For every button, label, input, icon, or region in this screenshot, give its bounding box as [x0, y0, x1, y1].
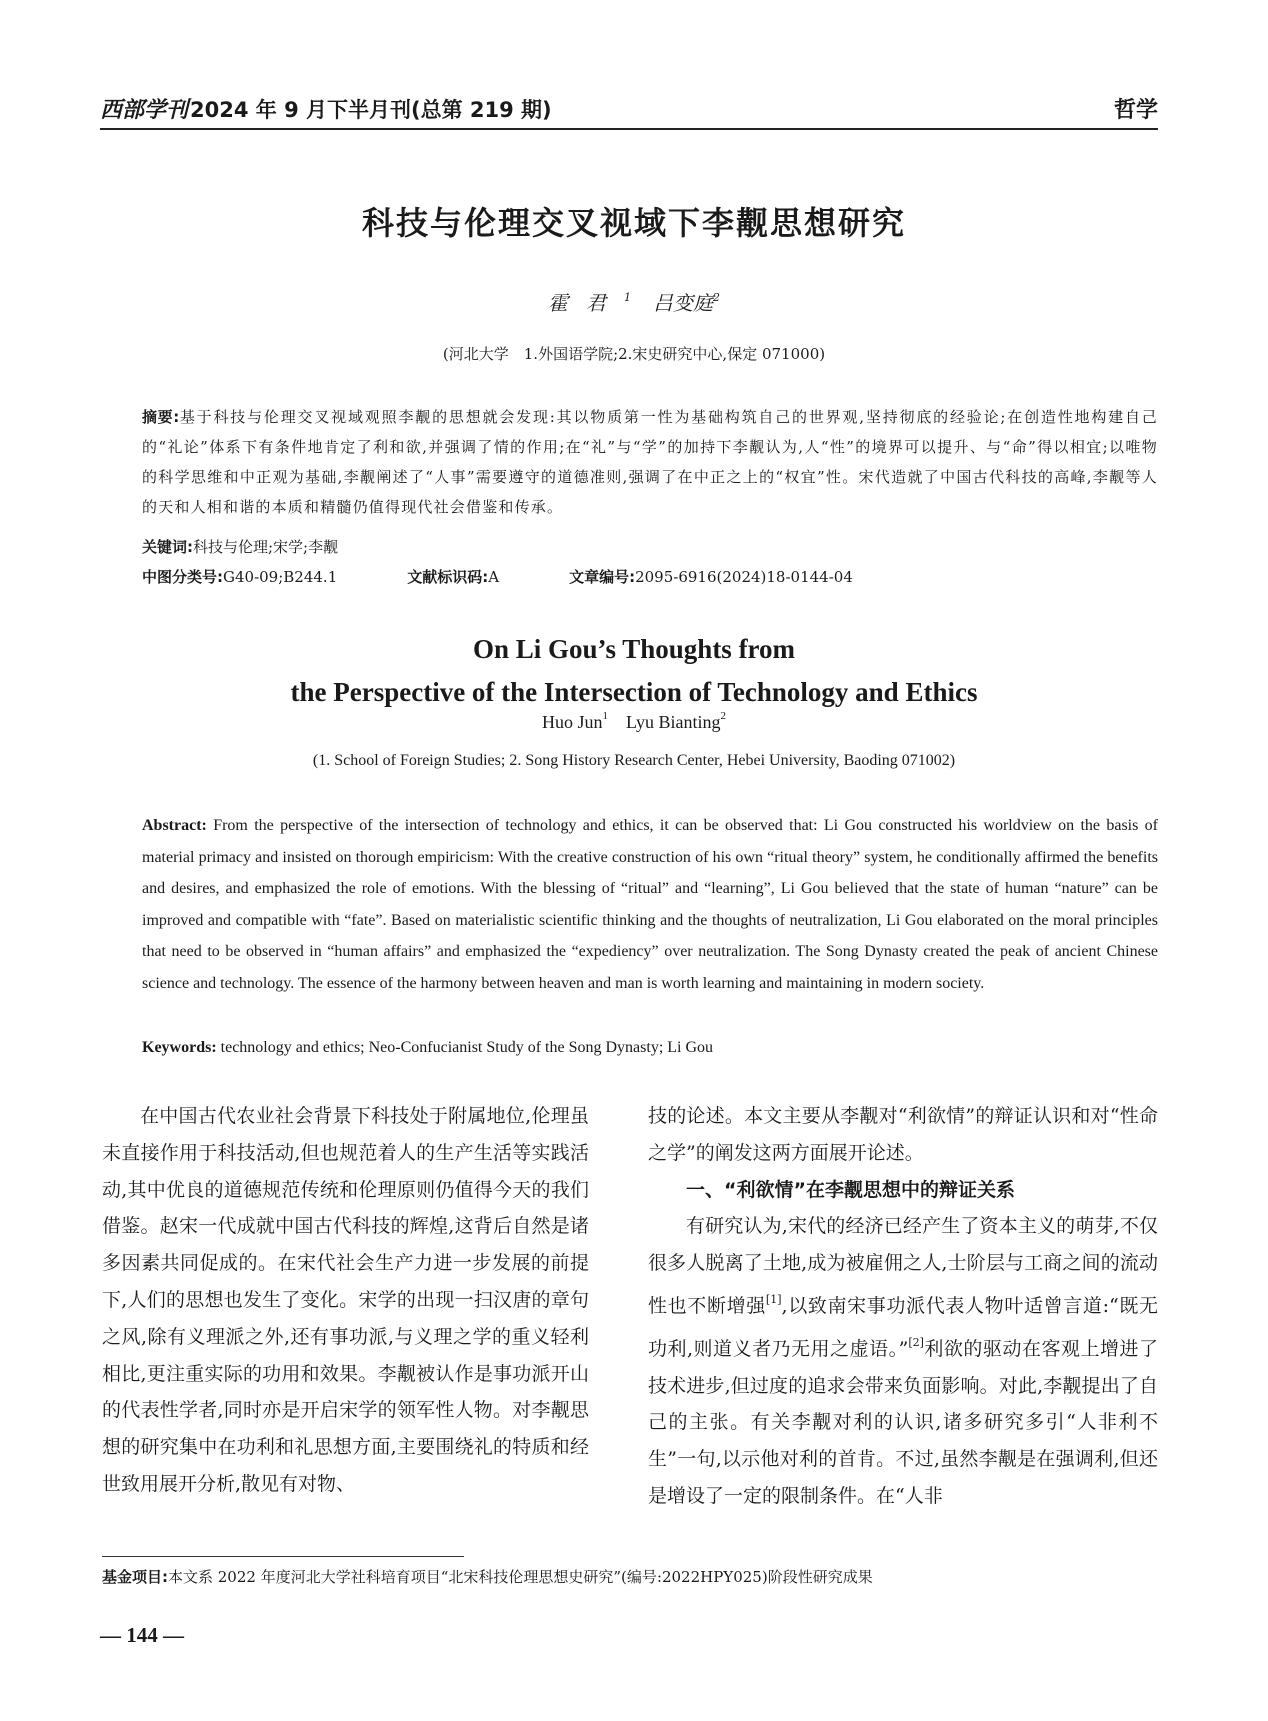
- author-1-sup: 1: [624, 291, 631, 304]
- section-name: 哲学: [1113, 98, 1158, 123]
- doc-code-value: A: [488, 568, 500, 586]
- body-paragraph: 在中国古代农业社会背景下科技处于附属地位,伦理虽未直接作用于科技活动,但也规范着人的生产生活等实践活动,其中优良的道德规范传统和伦理原则仍值得今天的我们借鉴。赵宋一代成就中国古代科技的辉煌,这背后自然是诸多因素共同促成的。在宋代社会生产力进一步发展的前提下,人们的思想也发生了变化。宋学的出现一扫汉唐的章句之风,除有义理派之外,还有事功派,与义理之学的重义轻利相比,更注重实际的功用和效果。李觏被认作是事功派开山的代表性学者,同时亦是开启宋学的领军性人物。对李觏思想的研究集中在功利和礼思想方面,主要围绕礼的特质和经世致用展开分析,散见有对物、: [102, 1105, 589, 1495]
- english-title: [0, 628, 1268, 714]
- citation-1: [1]: [765, 1292, 782, 1306]
- body-paragraph: [648, 1208, 1158, 1514]
- body-column-left: [102, 1098, 589, 1503]
- header-rule: [100, 128, 1158, 130]
- chinese-abstract: [142, 402, 1158, 522]
- chinese-authors: [0, 287, 1268, 316]
- english-authors: [0, 710, 1268, 733]
- issue-info: 2024 年 9 月下半月刊(总第 219 期): [190, 98, 552, 122]
- english-title-line-1: On Li Gou’s Thoughts from: [472, 634, 796, 664]
- abstract-text: 基于科技与伦理交叉视域观照李觏的思想就会发现:其以物质第一性为基础构筑自己的世界观,坚持彻底的经验论;在创造性地构建自己的“礼论”体系下有条件地肯定了利和欲,并强调了情的作用;在“礼”与“学”的加持下李觏认为,人“性”的境界可以提升、与“命”得以相宜;以唯物的科学思维和中正观为基础,李觏阐述了“人事”需要遵守的道德准则,强调了在中正之上的“权宜”性。宋代造就了中国古代科技的高峰,李觏等人的天和人相和谐的本质和精髓仍值得现代社会借鉴和传承。: [142, 408, 1158, 516]
- classification-line: [142, 562, 923, 592]
- footnote-rule: [102, 1556, 464, 1557]
- funding-footnote: [102, 1566, 873, 1587]
- article-no-label: 文章编号:: [569, 568, 636, 586]
- journal-logo: 西部学刊: [100, 97, 189, 123]
- en-keywords-label: Keywords:: [142, 1039, 217, 1056]
- en-author-2-sup: 2: [720, 710, 726, 722]
- clc-item: [142, 562, 337, 592]
- english-affiliation: (1. School of Foreign Studies; 2. Song History Research Center, Hebei University, Baoding 071002): [312, 752, 956, 769]
- keywords-text: 科技与伦理;宋学;李觏: [193, 538, 339, 556]
- chinese-title: 科技与伦理交叉视域下李觏思想研究: [361, 204, 906, 242]
- article-no-value: 2095-6916(2024)18-0144-04: [635, 568, 853, 586]
- en-author-2: Lyu Bianting: [626, 712, 721, 732]
- paragraph-text-a: 有研究认为,宋代的经济已经产生了资本主义的萌芽,不仅很多人脱离了土地,成为被雇佣之人,士阶层与工商之间的流动性也不断增强: [648, 1215, 1158, 1317]
- english-keywords: [142, 1032, 1158, 1064]
- author-1: 霍君: [548, 291, 624, 315]
- funding-text: 本文系 2022 年度河北大学社科培育项目“北宋科技伦理思想史研究”(编号:2022HPY025)阶段性研究成果: [168, 1568, 873, 1586]
- chinese-keywords: [142, 532, 338, 562]
- doc-code-label: 文献标识码:: [407, 568, 489, 586]
- funding-label: 基金项目:: [102, 1568, 168, 1586]
- body-column-right: [648, 1098, 1158, 1515]
- running-header: [100, 88, 1158, 124]
- article-no-item: [569, 562, 853, 592]
- author-2: 吕变庭: [653, 291, 713, 315]
- abstract-label: 摘要:: [142, 408, 180, 426]
- english-abstract: [142, 810, 1158, 999]
- en-abstract-text: From the perspective of the intersection of technology and ethics, it can be observed that: Li Gou constructed his worldview on the basis of material primacy and insisted on thorough empiricism: With the creative construction of his own “ritual theory” system, he conditionally affirmed the benefits and desires, and emphasized the role of emotions. With the blessing of “ritual” and “learning”, Li Gou believed that the state of human “nature” can be improved and compatible with “fate”. Based on materialistic scientific thinking and the thoughts of neutralization, Li Gou elaborated on the moral principles that need to be observed in “human affairs” and emphasized the “expediency” over neutralization. The Song Dynasty created the peak of ancient Chinese science and technology. The essence of the harmony between heaven and man is worth learning and maintaining in modern society.: [142, 817, 1158, 992]
- paragraph-text-b: ,以致南宋事功派代表人物叶适曾言道:“既无功利,则道义者乃无用之虚语。”: [648, 1294, 1158, 1360]
- page-number: — 144 —: [100, 1623, 184, 1647]
- doc-code-item: [407, 562, 499, 592]
- en-author-1: Huo Jun: [541, 712, 603, 732]
- author-2-sup: 2: [713, 291, 720, 304]
- en-keywords-text: technology and ethics; Neo-Confucianist Study of the Song Dynasty; Li Gou: [220, 1039, 714, 1056]
- en-author-1-sup: 1: [602, 710, 608, 722]
- body-paragraph-continued: 技的论述。本文主要从李觏对“利欲情”的辩证认识和对“性命之学”的阐发这两方面展开论述。: [648, 1105, 1158, 1164]
- citation-2: [2]: [908, 1335, 924, 1349]
- paragraph-text-c: 利欲的驱动在客观上增进了技术进步,但过度的追求会带来负面影响。对此,李觏提出了自己的主张。有关李觏对利的认识,诸多研究多引“人非利不生”一句,以示他对利的首肯。不过,虽然李觏是在强调利,但还是增设了一定的限制条件。在“人非: [648, 1337, 1158, 1507]
- keywords-label: 关键词:: [142, 538, 193, 556]
- clc-value: G40-09;B244.1: [223, 568, 338, 586]
- section-heading: 一、“利欲情”在李觏思想中的辩证关系: [686, 1178, 1015, 1201]
- chinese-affiliation: (河北大学 1.外国语学院;2.宋史研究中心,保定 071000): [442, 345, 826, 363]
- header-left: [100, 93, 552, 124]
- clc-label: 中图分类号:: [142, 568, 223, 586]
- english-title-line-2: the Perspective of the Intersection of Technology and Ethics: [290, 677, 978, 707]
- en-abstract-label: Abstract:: [142, 817, 207, 834]
